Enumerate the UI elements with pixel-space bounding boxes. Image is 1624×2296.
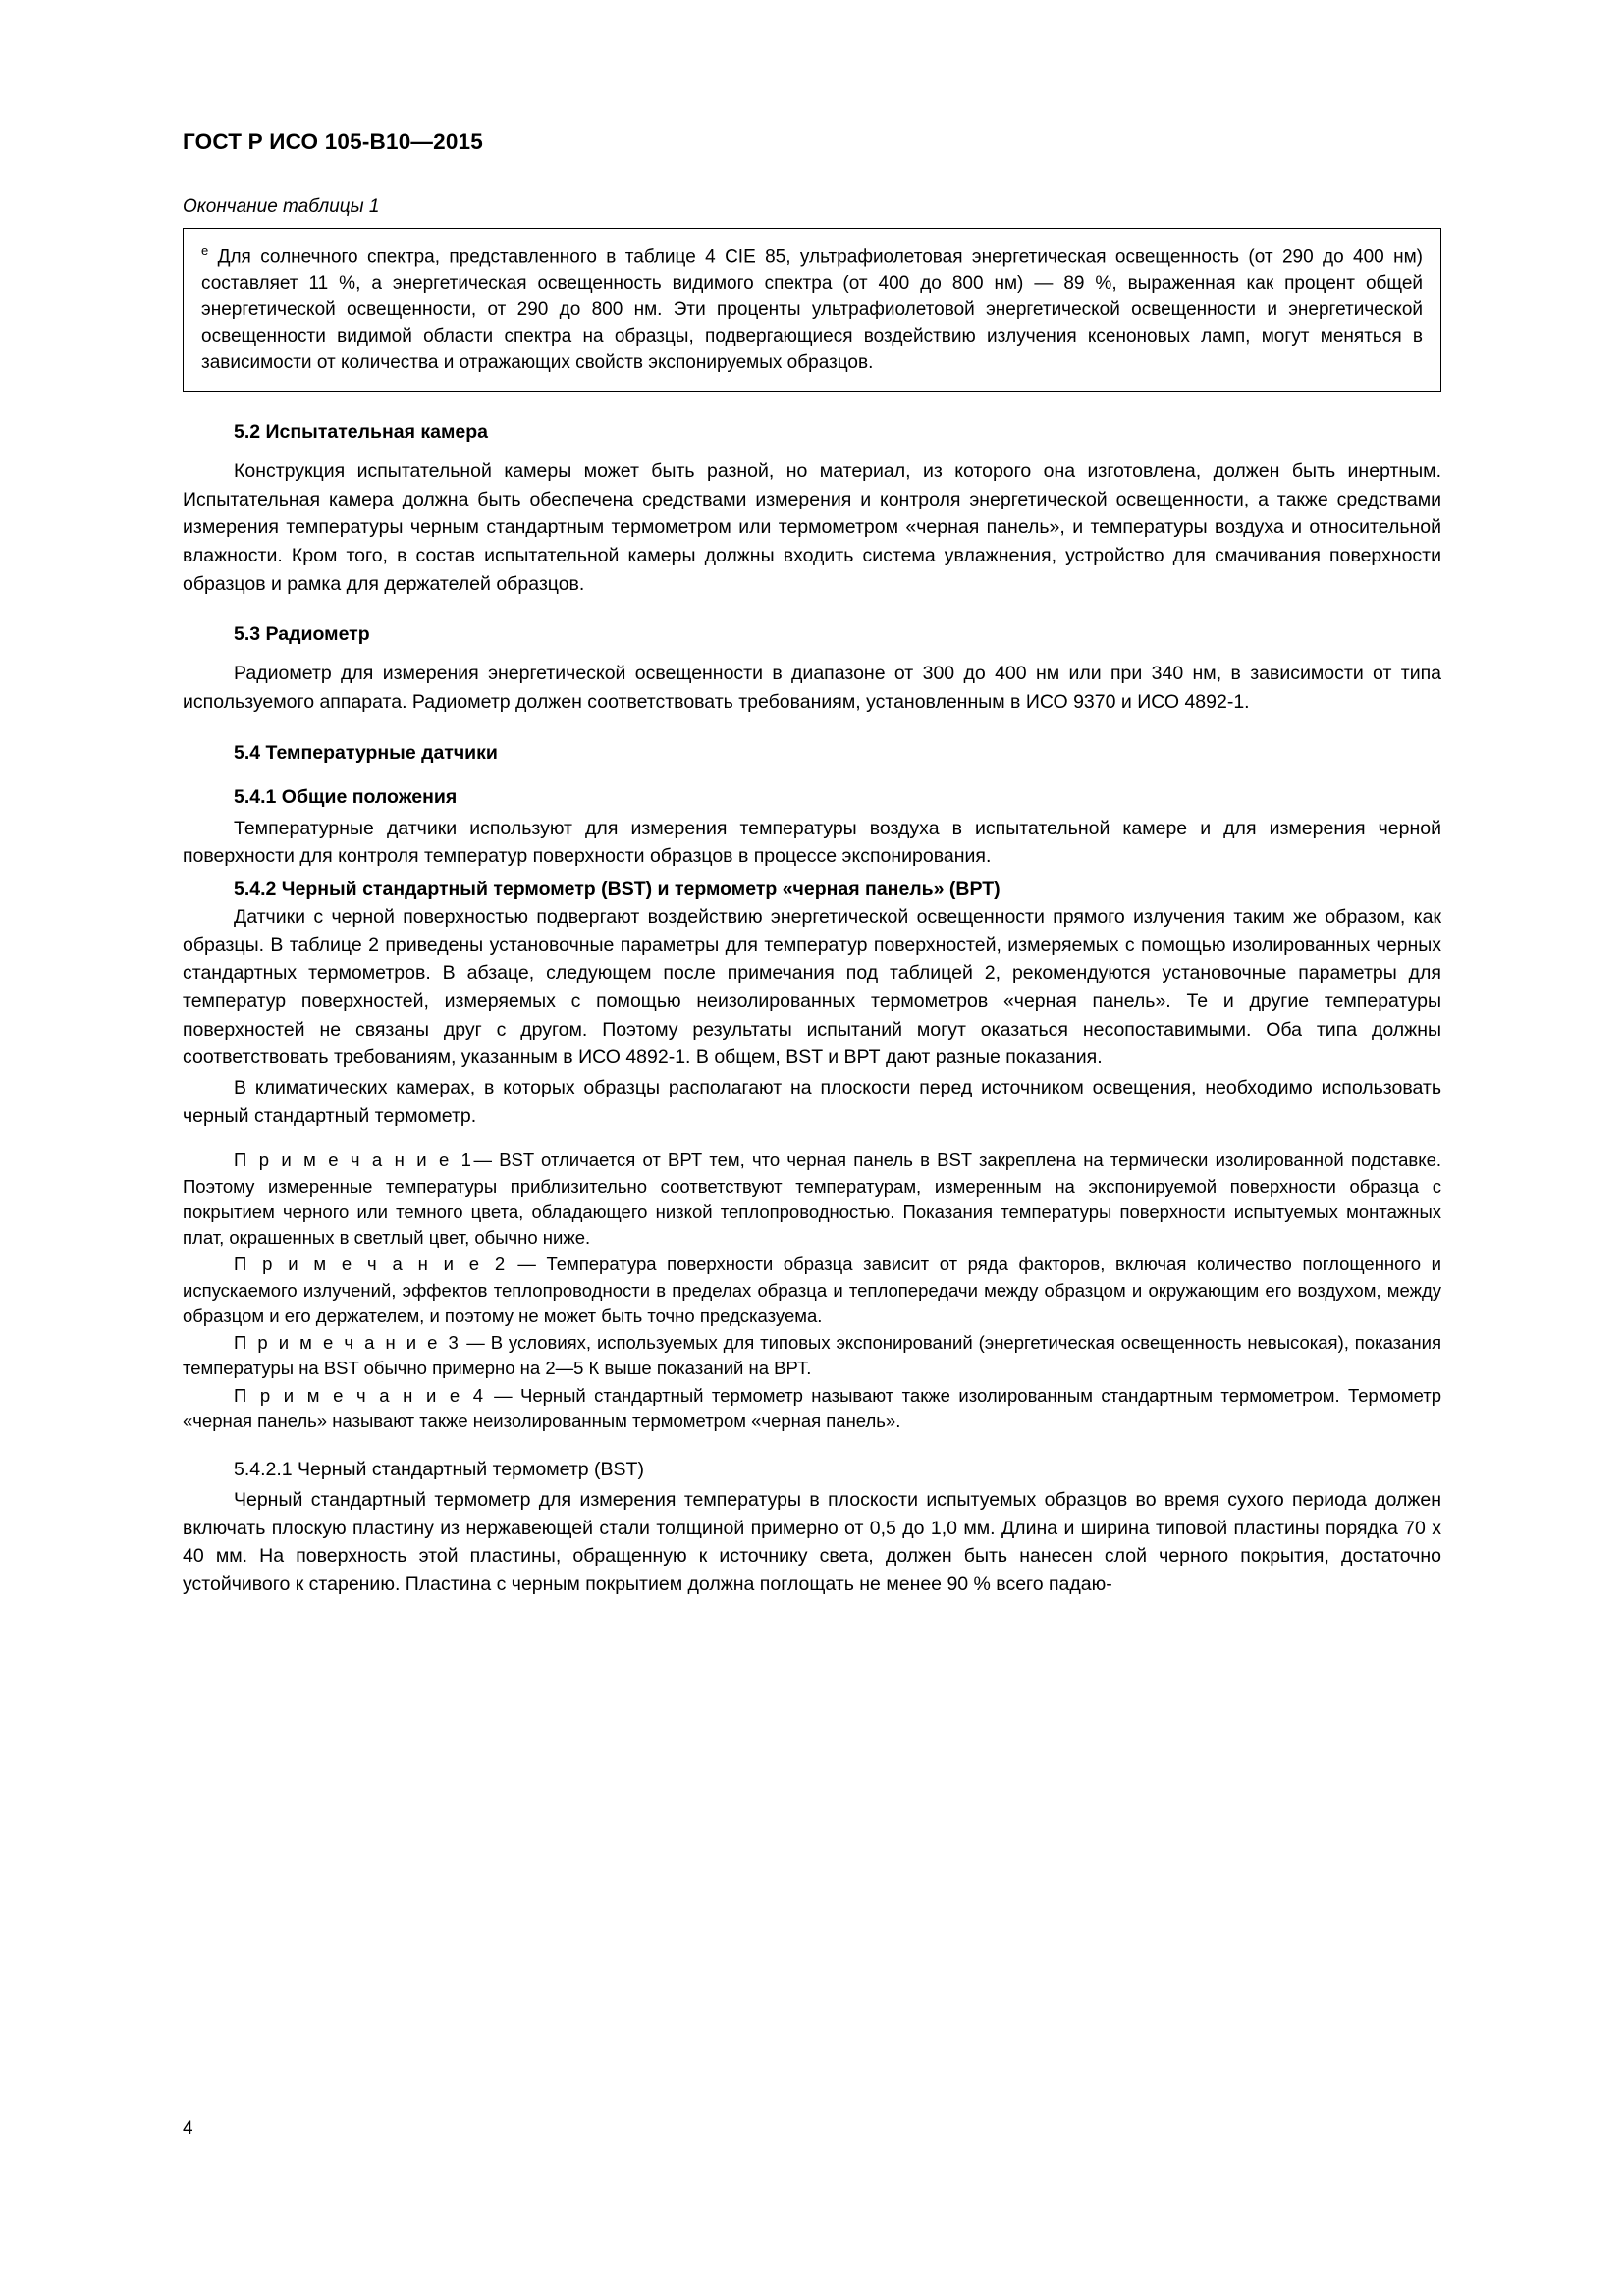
- footnote-text: Для солнечного спектра, представленного в таблице 4 CIE 85, ультрафиолетовая энергетическая освещенность (от 290 до 400 нм) составляет 11 %, а энергетическая освещенность видимого спектра (от 400 до 800 нм) — 89 %, выраженная как процент общей энергетической освещенности, от 290 до 800 нм. Эти проценты ультрафиолетовой энергетической освещенности и энергетической освещенности видимой области спектра на образцы, подвергающиеся воздействию излучения ксеноновых ламп, могут меняться в зависимости от количества и отражающих свойств экспонируемых образцов.: [201, 246, 1423, 374]
- note-1-text: — BST отличается от ВРТ тем, что черная панель в BST закреплена на термически изолированной подставке. Поэтому измеренные температуры приблизительно соответствуют температурам, измеренным на экспонируемой поверхности образца с покрытием черного или темного цвета, обладающего низкой теплопроводностью. Показания температуры поверхности испытуемых монтажных плат, окрашенных в светлый цвет, обычно ниже.: [183, 1149, 1441, 1249]
- section-5-4-1-paragraph-1: Температурные датчики используют для измерения температуры воздуха в испытательной камере и для измерения черной поверхности для контроля температур поверхности образцов в процессе экспонирования.: [183, 817, 1441, 868]
- note-1-label: П р и м е ч а н и е 1: [234, 1149, 474, 1171]
- section-5-4-2-paragraph-2: В климатических камерах, в которых образцы располагают на плоскости перед источником освещения, необходимо использовать черный стандартный термометр.: [183, 1077, 1441, 1127]
- note-2-text: — Температура поверхности образца зависит от ряда факторов, включая количество поглощенного и испускаемого излучений, эффектов теплопроводности в пределах образца и теплопередачи между образцом и окружающим его воздухом, между образцом и его держателем, и поэтому не может быть точно предсказуема.: [183, 1254, 1441, 1326]
- section-heading-5-4-1: 5.4.1 Общие положения: [234, 785, 458, 808]
- document-standard-header: ГОСТ Р ИСО 105-B10—2015: [183, 130, 483, 154]
- footnote-marker: e: [201, 243, 209, 258]
- note-1: [183, 1148, 1441, 1251]
- page-number: 4: [183, 2118, 193, 2139]
- section-heading-5-4-2: 5.4.2 Черный стандартный термометр (BST) и термометр «черная панель» (ВРТ): [234, 879, 1001, 901]
- note-4-text: — Черный стандартный термометр называют также изолированным стандартным термометром. Термометр «черная панель» называют также неизолированным термометром «черная панель».: [183, 1384, 1441, 1431]
- section-5-2-paragraph-1: Конструкция испытательной камеры может быть разной, но материал, из которого она изготовлена, должен быть инертным. Испытательная камера должна быть обеспечена средствами измерения и контроля энергетической освещенности, а также средствами измерения температуры черным стандартным термометром или термометром «черная панель», и температуры воздуха и относительной влажности. Кром того, в состав испытательной камеры должны входить система увлажнения, устройство для смачивания поверхности образцов и рамка для держателей образцов.: [183, 460, 1441, 595]
- section-5-4-2-1-paragraph-1: Черный стандартный термометр для измерения температуры в плоскости испытуемых образцов во время сухого периода должен включать плоскую пластину из нержавеющей стали толщиной примерно от 0,5 до 1,0 мм. Длина и ширина типовой пластины порядка 70 х 40 мм. На поверхность этой пластины, обращенную к источнику света, должен быть нанесен слой черного покрытия, достаточно устойчивого к старению. Пластина с черным покрытием должна поглощать не менее 90 % всего падаю-: [183, 1488, 1441, 1595]
- table-footnote-paragraph: [201, 242, 1423, 377]
- note-3-text: — В условиях, используемых для типовых экспонирований (энергетическая освещенность невысокая), показания температуры на BST обычно примерно на 2—5 К выше показаний на ВРТ.: [183, 1332, 1441, 1379]
- note-3: [183, 1330, 1441, 1382]
- section-heading-5-4-2-1: 5.4.2.1 Черный стандартный термометр (BST): [234, 1459, 644, 1481]
- section-5-4-2-paragraph-1: Датчики с черной поверхностью подвергают воздействию энергетической освещенности прямого излучения таким же образом, как образцы. В таблице 2 приведены установочные параметры для температур поверхностей, измеряемых с помощью изолированных черных стандартных термометров. В абзаце, следующем после примечания под таблицей 2, рекомендуются установочные параметры для температур поверхностей, измеряемых с помощью неизолированных термометров «черная панель». Те и другие температуры поверхностей не связаны друг с другом. Поэтому результаты испытаний могут оказаться несопоставимыми. Оба типа должны соответствовать требованиям, указанным в ИСО 4892-1. В общем, BST и ВРТ дают разные показания.: [183, 906, 1441, 1069]
- note-3-label: П р и м е ч а н и е 3: [234, 1332, 461, 1354]
- section-heading-5-3: 5.3 Радиометр: [234, 623, 370, 646]
- note-4-label: П р и м е ч а н и е 4: [234, 1384, 486, 1406]
- note-4: [183, 1383, 1441, 1435]
- note-2: [183, 1252, 1441, 1329]
- note-2-label: П р и м е ч а н и е 2: [234, 1254, 508, 1275]
- section-heading-5-4: 5.4 Температурные датчики: [234, 741, 498, 764]
- table-continuation-caption: Окончание таблицы 1: [183, 196, 380, 217]
- section-heading-5-2: 5.2 Испытательная камера: [234, 421, 489, 444]
- page-content: [183, 130, 1441, 1601]
- section-5-3-paragraph-1: Радиометр для измерения энергетической освещенности в диапазоне от 300 до 400 нм или при 340 нм, в зависимости от типа используемого аппарата. Радиометр должен соответствовать требованиям, установленным в ИСО 9370 и ИСО 4892-1.: [183, 663, 1441, 714]
- table-footnote-box: [183, 228, 1441, 392]
